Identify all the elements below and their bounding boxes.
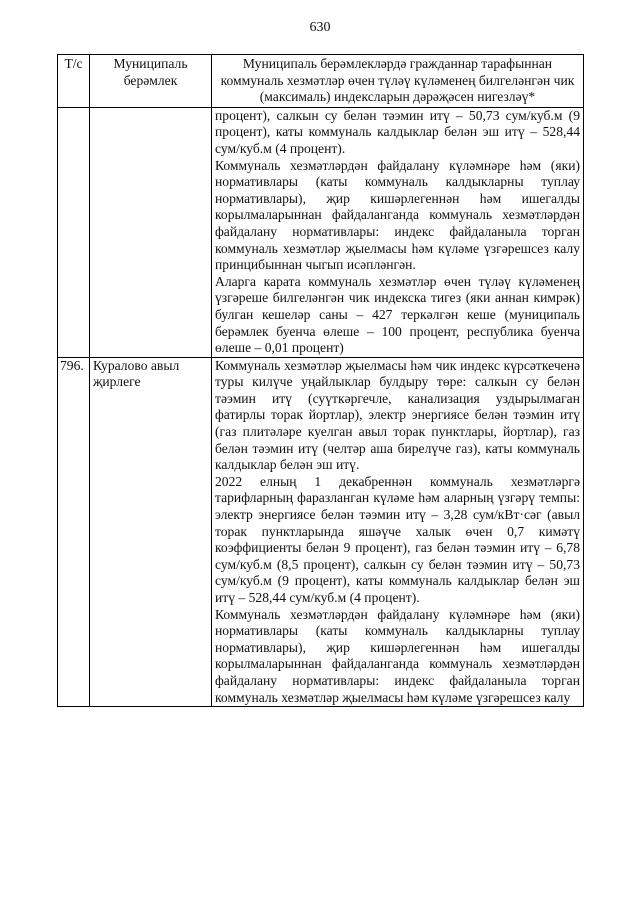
justification-cell: [212, 357, 584, 706]
paragraph: 2022 елның 1 декабреннән коммуналь хезмәтләргә тарифларның фаразланган күләме һәм аларның үзгәрү темпы: электр энергиясе белән тәэмин итү – 3,28 сум/кВт·сәг (авыл торак пунктларында яшәүче халык өчен 0,7 кимәтү коэффициенты белән 9 процент), газ белән тәэмин итү – 6,78 сум/куб.м (8,5 процент), салкын су белән тәэмин итү – 50,73 сум/куб.м (9 процент), каты коммуналь калдыклар белән эш итү – 528,44 сум/куб.м (4 процент).: [215, 473, 580, 605]
table-row: [58, 357, 584, 706]
row-number: 796.: [58, 357, 90, 706]
table-row: [58, 107, 584, 357]
municipality-name: [90, 107, 212, 357]
paragraph: Аларга карата коммуналь хезмәтләр өчен түләү күләменең үзгәреше билгеләнгән чик индекска тигез (яки аннан кимрәк) булган кешеләр саны – 427 теркәлгән кеше (муниципаль берәмлек буенча өлеше – 100 процент, республика буенча өлеше – 0,01 процент): [215, 273, 580, 356]
page-number: 630: [309, 20, 331, 35]
row-number: [58, 107, 90, 357]
header-justification: Муниципаль берәмлекләрдә гражданнар тарафыннан коммуналь хезмәтләр өчен түләү күләменең билгеләнгән чик (максималь) индексларын дәрәҗәсен нигезләү*: [212, 55, 584, 108]
tariff-table: [57, 54, 584, 707]
paragraph: Коммуналь хезмәтләр җыелмасы һәм чик индекс күрсәткеченә туры килүче уңайлыклар булдыру төре: салкын су белән тәэмин итү (суүткәргечле, канализация уздырылмаган фатирлы торак йортлар), электр энергиясе белән тәэмин итү (газ плитәләре куелган авыл торак пунктлары, йортлар), газ белән тәэмин итү (челтәр аша бирелүче газ), каты коммуналь калдыклар белән эш итү.: [215, 357, 580, 473]
header-number: Т/с: [58, 55, 90, 108]
justification-cell: [212, 107, 584, 357]
paragraph: процент), салкын су белән тәэмин итү – 50,73 сум/куб.м (9 процент), каты коммуналь калдыклар белән эш итү – 528,44 сум/куб.м (4 процент).: [215, 107, 580, 156]
paragraph: Коммуналь хезмәтләрдән файдалану күләмнәре һәм (яки) нормативлары (каты коммуналь калдыкларны туплау нормативлары), җир кишәрлегеннән һәм ишегалды корылмаларыннан файдаланганда коммуналь хезмәтләрдән файдалану нормативлары: индекс файдаланыла торган коммуналь хезмәтләр җыелмасы һәм күләме үзгәрешсез калу: [215, 606, 580, 705]
header-municipality: Муниципаль берәмлек: [90, 55, 212, 108]
table-header-row: [58, 55, 584, 108]
municipality-name: Куралово авыл җирлеге: [90, 357, 212, 706]
paragraph: Коммуналь хезмәтләрдән файдалану күләмнәре һәм (яки) нормативлары (каты коммуналь калдыкларны туплау нормативлары), җир кишәрлегеннән һәм ишегалды корылмаларыннан файдаланганда коммуналь хезмәтләрдән файдалану нормативлары: индекс файдаланыла торган коммуналь хезмәтләр җыелмасы һәм күләме үзгәрешсез калу принцибыннан чыгып исәпләнгән.: [215, 157, 580, 273]
